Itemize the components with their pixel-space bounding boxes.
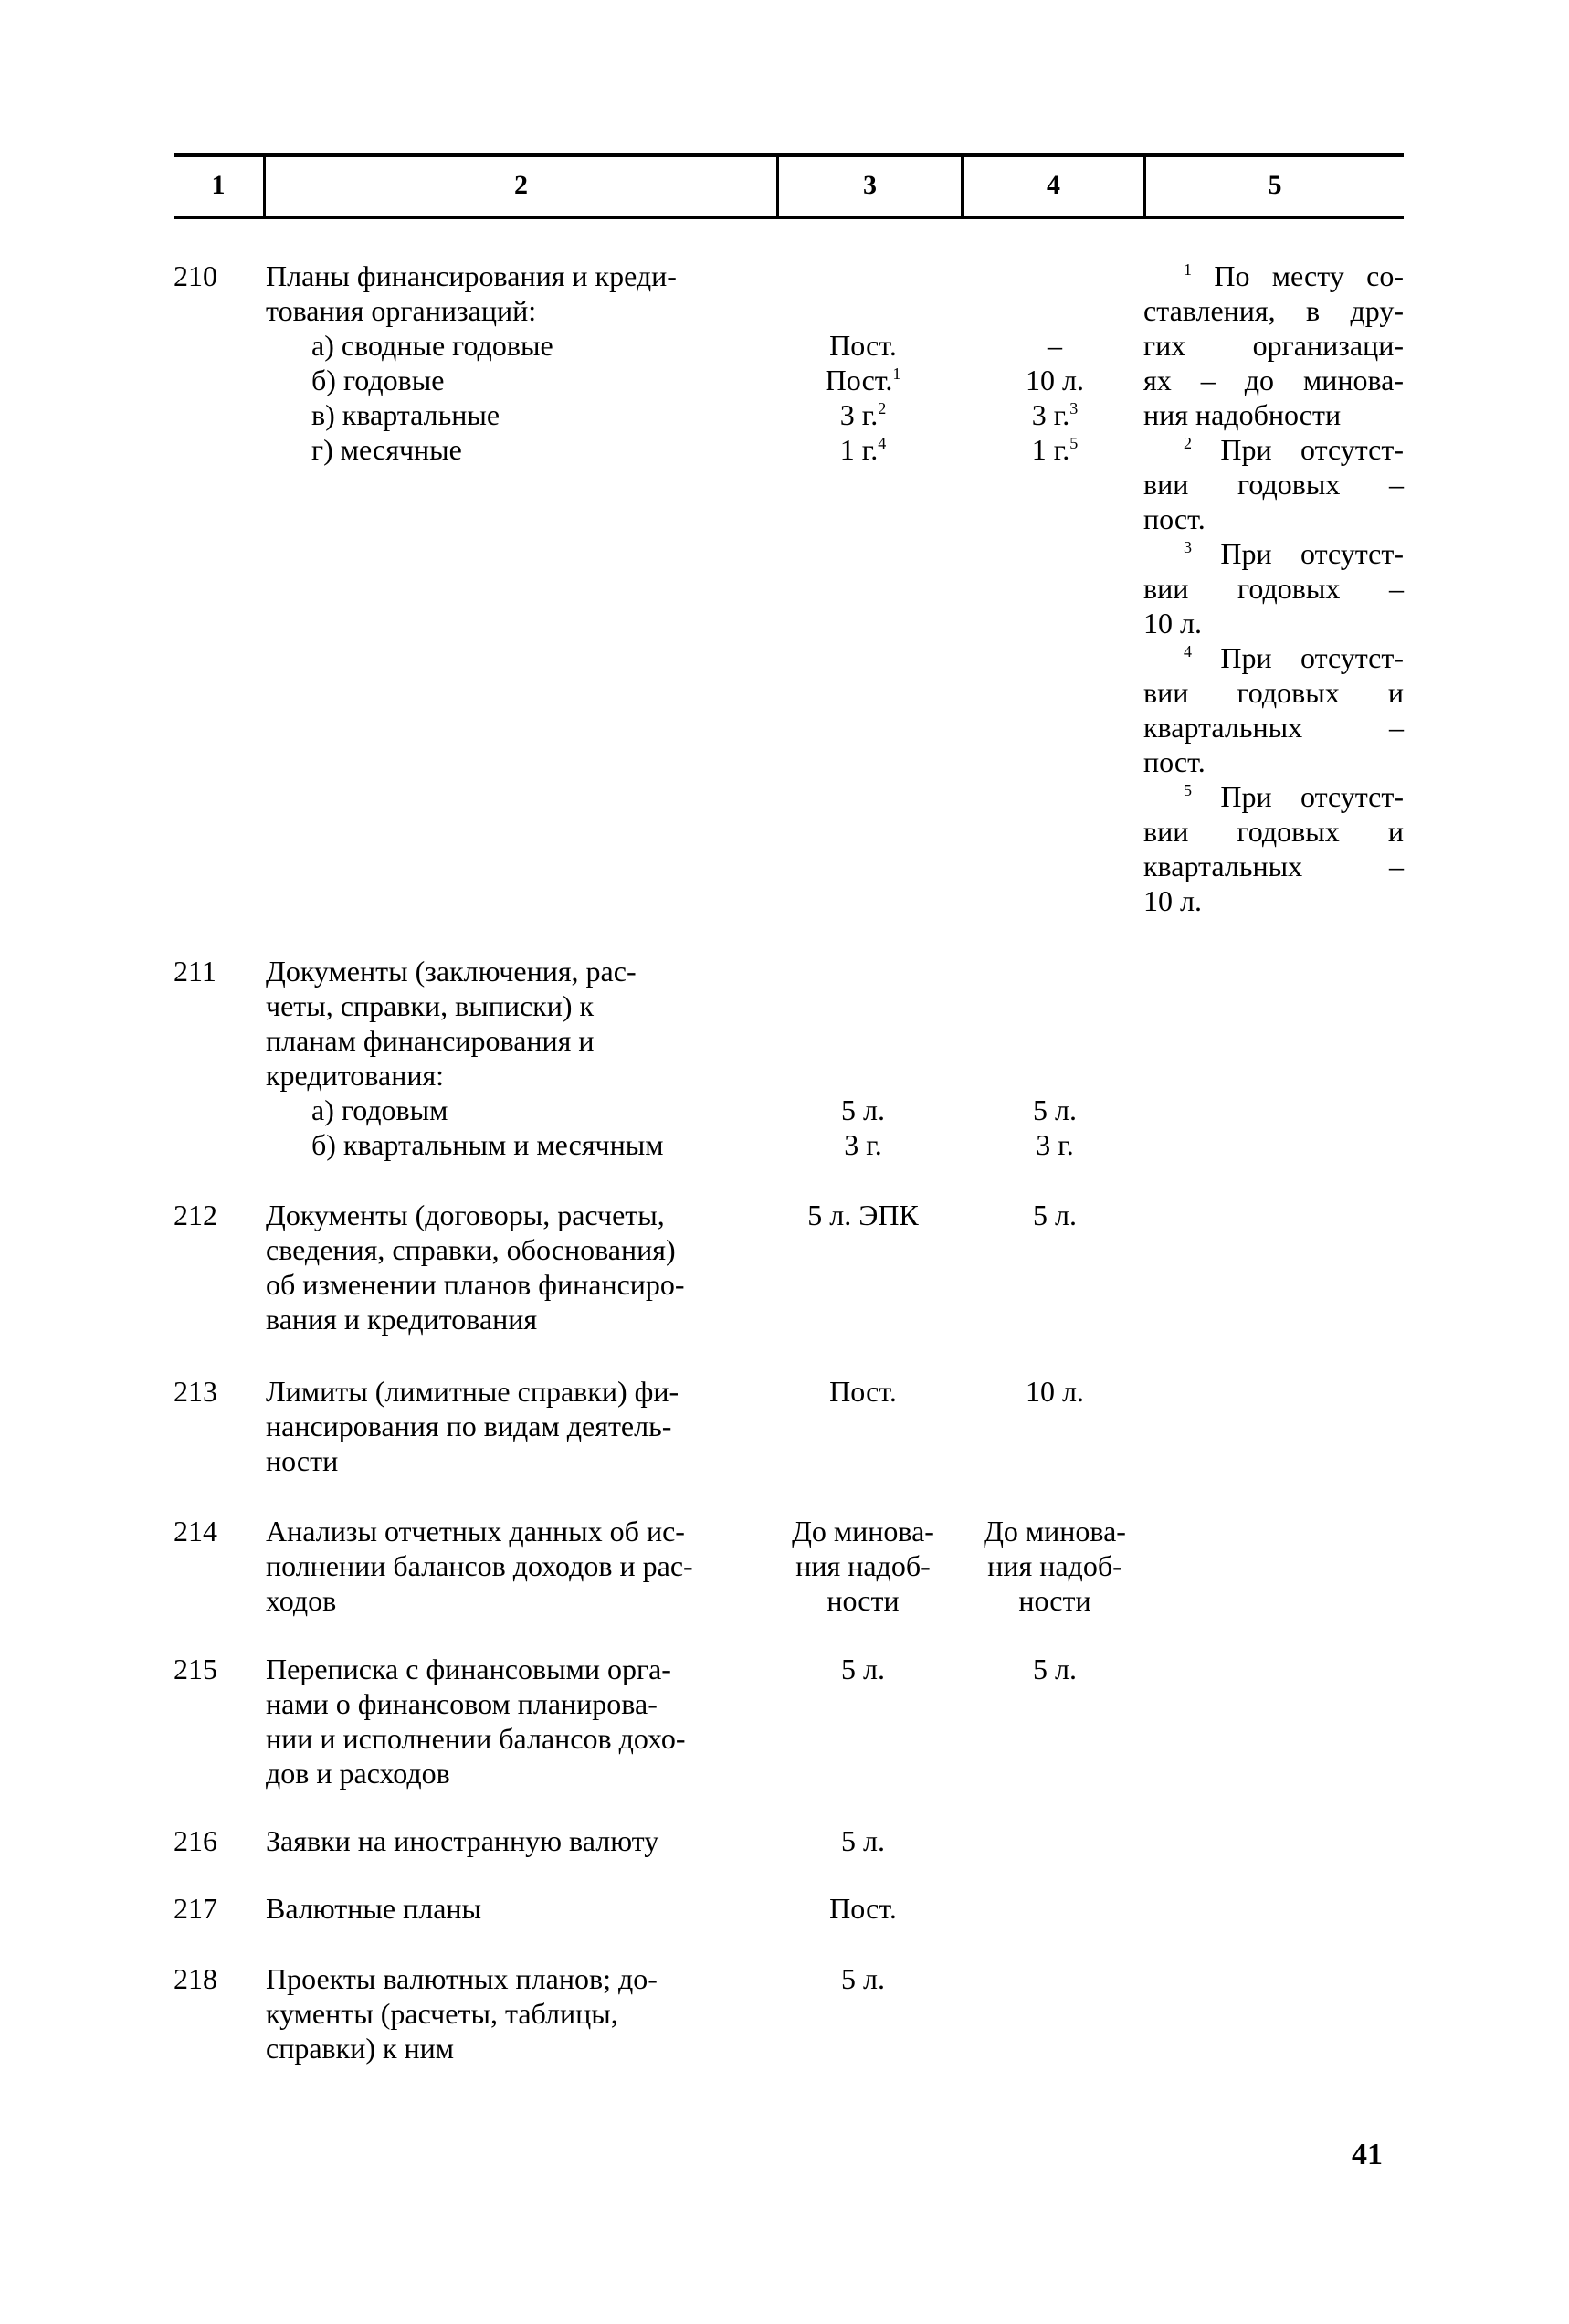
description-line: вания и кредитования bbox=[266, 1303, 538, 1336]
footnote-line: ях – до минова- bbox=[1143, 364, 1404, 396]
row-number: 217 bbox=[174, 1892, 217, 1925]
description-line: Проекты валютных планов; до- bbox=[266, 1962, 658, 1995]
retention-value: Пост. bbox=[829, 329, 897, 362]
header-col-3: 3 bbox=[863, 170, 877, 200]
subitem-label: а) годовым bbox=[311, 1093, 448, 1126]
description-line: ходов bbox=[266, 1584, 337, 1617]
description-line: справки) к ним bbox=[266, 2032, 455, 2065]
retention-value: До минова- bbox=[984, 1515, 1126, 1548]
footnote-line: пост. bbox=[1143, 502, 1206, 535]
description-line: нии и исполнении балансов дохо- bbox=[266, 1722, 686, 1755]
footnote-line: 10 л. bbox=[1143, 884, 1202, 917]
retention-col3 bbox=[776, 1514, 950, 1618]
description-line: кредитования: bbox=[266, 1059, 445, 1092]
retention-col4: 10 л. bbox=[1026, 1375, 1084, 1408]
description-line: четы, справки, выписки) к bbox=[266, 989, 595, 1022]
retention-col3: 5 л. bbox=[841, 1824, 885, 1857]
footnote-line: вии годовых – bbox=[1143, 572, 1404, 605]
retention-col3: 5 л. bbox=[841, 1962, 885, 1995]
subitem-label: в) квартальные bbox=[311, 398, 500, 431]
retention-value: ния надоб- bbox=[987, 1549, 1122, 1582]
footnote-line: вии годовых – bbox=[1143, 468, 1404, 501]
notes-column bbox=[1143, 259, 1404, 918]
description-line: об изменении планов финансиро- bbox=[266, 1268, 685, 1301]
description-line: нансирования по видам деятель- bbox=[266, 1410, 672, 1442]
description-line: Анализы отчетных данных об ис- bbox=[266, 1515, 685, 1548]
row-description bbox=[266, 1198, 777, 1336]
row-number: 211 bbox=[174, 955, 216, 988]
footnote-line: $^4$ При отсутст- bbox=[1184, 641, 1404, 674]
subitem-label: б) годовые bbox=[311, 364, 445, 396]
page-number: 41 bbox=[1352, 2138, 1383, 2171]
description-line: Валютные планы bbox=[266, 1892, 482, 1925]
header-col-2: 2 bbox=[514, 170, 528, 200]
footnote-line: пост. bbox=[1143, 745, 1206, 778]
description-line: тования организаций: bbox=[266, 294, 537, 327]
subitem-label: б) квартальным и месячным bbox=[311, 1128, 664, 1161]
description-line: планам финансирования и bbox=[266, 1024, 595, 1057]
retention-value: 3 г. bbox=[1036, 1128, 1074, 1161]
subitem-label: г) месячные bbox=[311, 433, 462, 466]
retention-value: Пост.$^1$ bbox=[825, 364, 901, 396]
footnote-line: $^1$ По месту со- bbox=[1184, 259, 1405, 292]
retention-value: 3 г.$^3$ bbox=[1031, 398, 1079, 431]
description-line: Лимиты (лимитные справки) фи- bbox=[266, 1375, 679, 1408]
retention-value: ния надоб- bbox=[795, 1549, 931, 1582]
description-line: полнении балансов доходов и рас- bbox=[266, 1549, 693, 1582]
row-number: 210 bbox=[174, 259, 217, 292]
row-description bbox=[266, 954, 777, 1162]
retention-value: – bbox=[1048, 329, 1062, 362]
row-number: 213 bbox=[174, 1375, 217, 1408]
row-description bbox=[266, 1514, 777, 1618]
retention-col4: 5 л. bbox=[1033, 1199, 1077, 1231]
header-col-4: 4 bbox=[1047, 170, 1060, 200]
retention-col4 bbox=[964, 328, 1146, 467]
subitem-label: а) сводные годовые bbox=[311, 329, 553, 362]
retention-col3: Пост. bbox=[829, 1375, 897, 1408]
retention-col4: 5 л. bbox=[1033, 1653, 1077, 1685]
description-line: дов и расходов bbox=[266, 1757, 450, 1790]
row-description bbox=[266, 259, 777, 467]
retention-col4 bbox=[964, 1093, 1146, 1162]
retention-col3 bbox=[776, 1093, 950, 1162]
row-description bbox=[266, 1961, 777, 2065]
description-line: Документы (заключения, рас- bbox=[266, 955, 637, 988]
retention-value: 3 г.$^2$ bbox=[839, 398, 887, 431]
retention-col4 bbox=[964, 1514, 1146, 1618]
footnote-line: 10 л. bbox=[1143, 607, 1202, 639]
retention-value: 1 г.$^5$ bbox=[1031, 433, 1079, 466]
retention-col3: 5 л. bbox=[841, 1653, 885, 1685]
row-number: 218 bbox=[174, 1962, 217, 1995]
row-description bbox=[266, 1891, 777, 1926]
retention-value: 3 г. bbox=[844, 1128, 882, 1161]
row-number: 212 bbox=[174, 1199, 217, 1231]
retention-value: До минова- bbox=[792, 1515, 934, 1548]
header-col-1: 1 bbox=[211, 170, 226, 200]
retention-value: 1 г.$^4$ bbox=[839, 433, 887, 466]
description-line: Планы финансирования и креди- bbox=[266, 259, 677, 292]
header-top-rule bbox=[174, 153, 1404, 157]
retention-col3: 5 л. ЭПК bbox=[807, 1199, 919, 1231]
description-line: Переписка с финансовыми орга- bbox=[266, 1653, 671, 1685]
description-line: Заявки на иностранную валюту bbox=[266, 1824, 659, 1857]
description-line: кументы (расчеты, таблицы, bbox=[266, 1997, 618, 2030]
footnote-line: гих организаци- bbox=[1143, 329, 1404, 362]
footnote-line: вии годовых и bbox=[1143, 676, 1404, 709]
footnote-line: $^3$ При отсутст- bbox=[1184, 537, 1404, 570]
retention-value: 5 л. bbox=[1033, 1093, 1077, 1126]
row-number: 214 bbox=[174, 1515, 217, 1548]
retention-col3: Пост. bbox=[829, 1892, 897, 1925]
row-description bbox=[266, 1823, 777, 1858]
footnote-line: квартальных – bbox=[1143, 711, 1404, 744]
header-col-5: 5 bbox=[1268, 170, 1282, 200]
footnote-line: вии годовых и bbox=[1143, 815, 1404, 848]
footnote-line: $^5$ При отсутст- bbox=[1184, 780, 1404, 813]
retention-value: 10 л. bbox=[1026, 364, 1084, 396]
header-bottom-rule bbox=[174, 216, 1404, 219]
footnote-line: ния надобности bbox=[1143, 398, 1342, 431]
description-line: сведения, справки, обоснования) bbox=[266, 1233, 676, 1266]
footnote-line: квартальных – bbox=[1143, 850, 1404, 882]
retention-value: 5 л. bbox=[841, 1093, 885, 1126]
row-description bbox=[266, 1374, 777, 1478]
retention-col3 bbox=[776, 328, 950, 467]
description-line: нами о финансовом планирова- bbox=[266, 1687, 658, 1720]
description-line: Документы (договоры, расчеты, bbox=[266, 1199, 665, 1231]
retention-value: ности bbox=[1018, 1584, 1091, 1617]
footnote-line: $^2$ При отсутст- bbox=[1184, 433, 1404, 466]
footnote-line: ставления, в дру- bbox=[1143, 294, 1404, 327]
retention-value: ности bbox=[827, 1584, 900, 1617]
row-number: 216 bbox=[174, 1824, 217, 1857]
row-number: 215 bbox=[174, 1653, 217, 1685]
row-description bbox=[266, 1652, 777, 1791]
description-line: ности bbox=[266, 1444, 339, 1477]
